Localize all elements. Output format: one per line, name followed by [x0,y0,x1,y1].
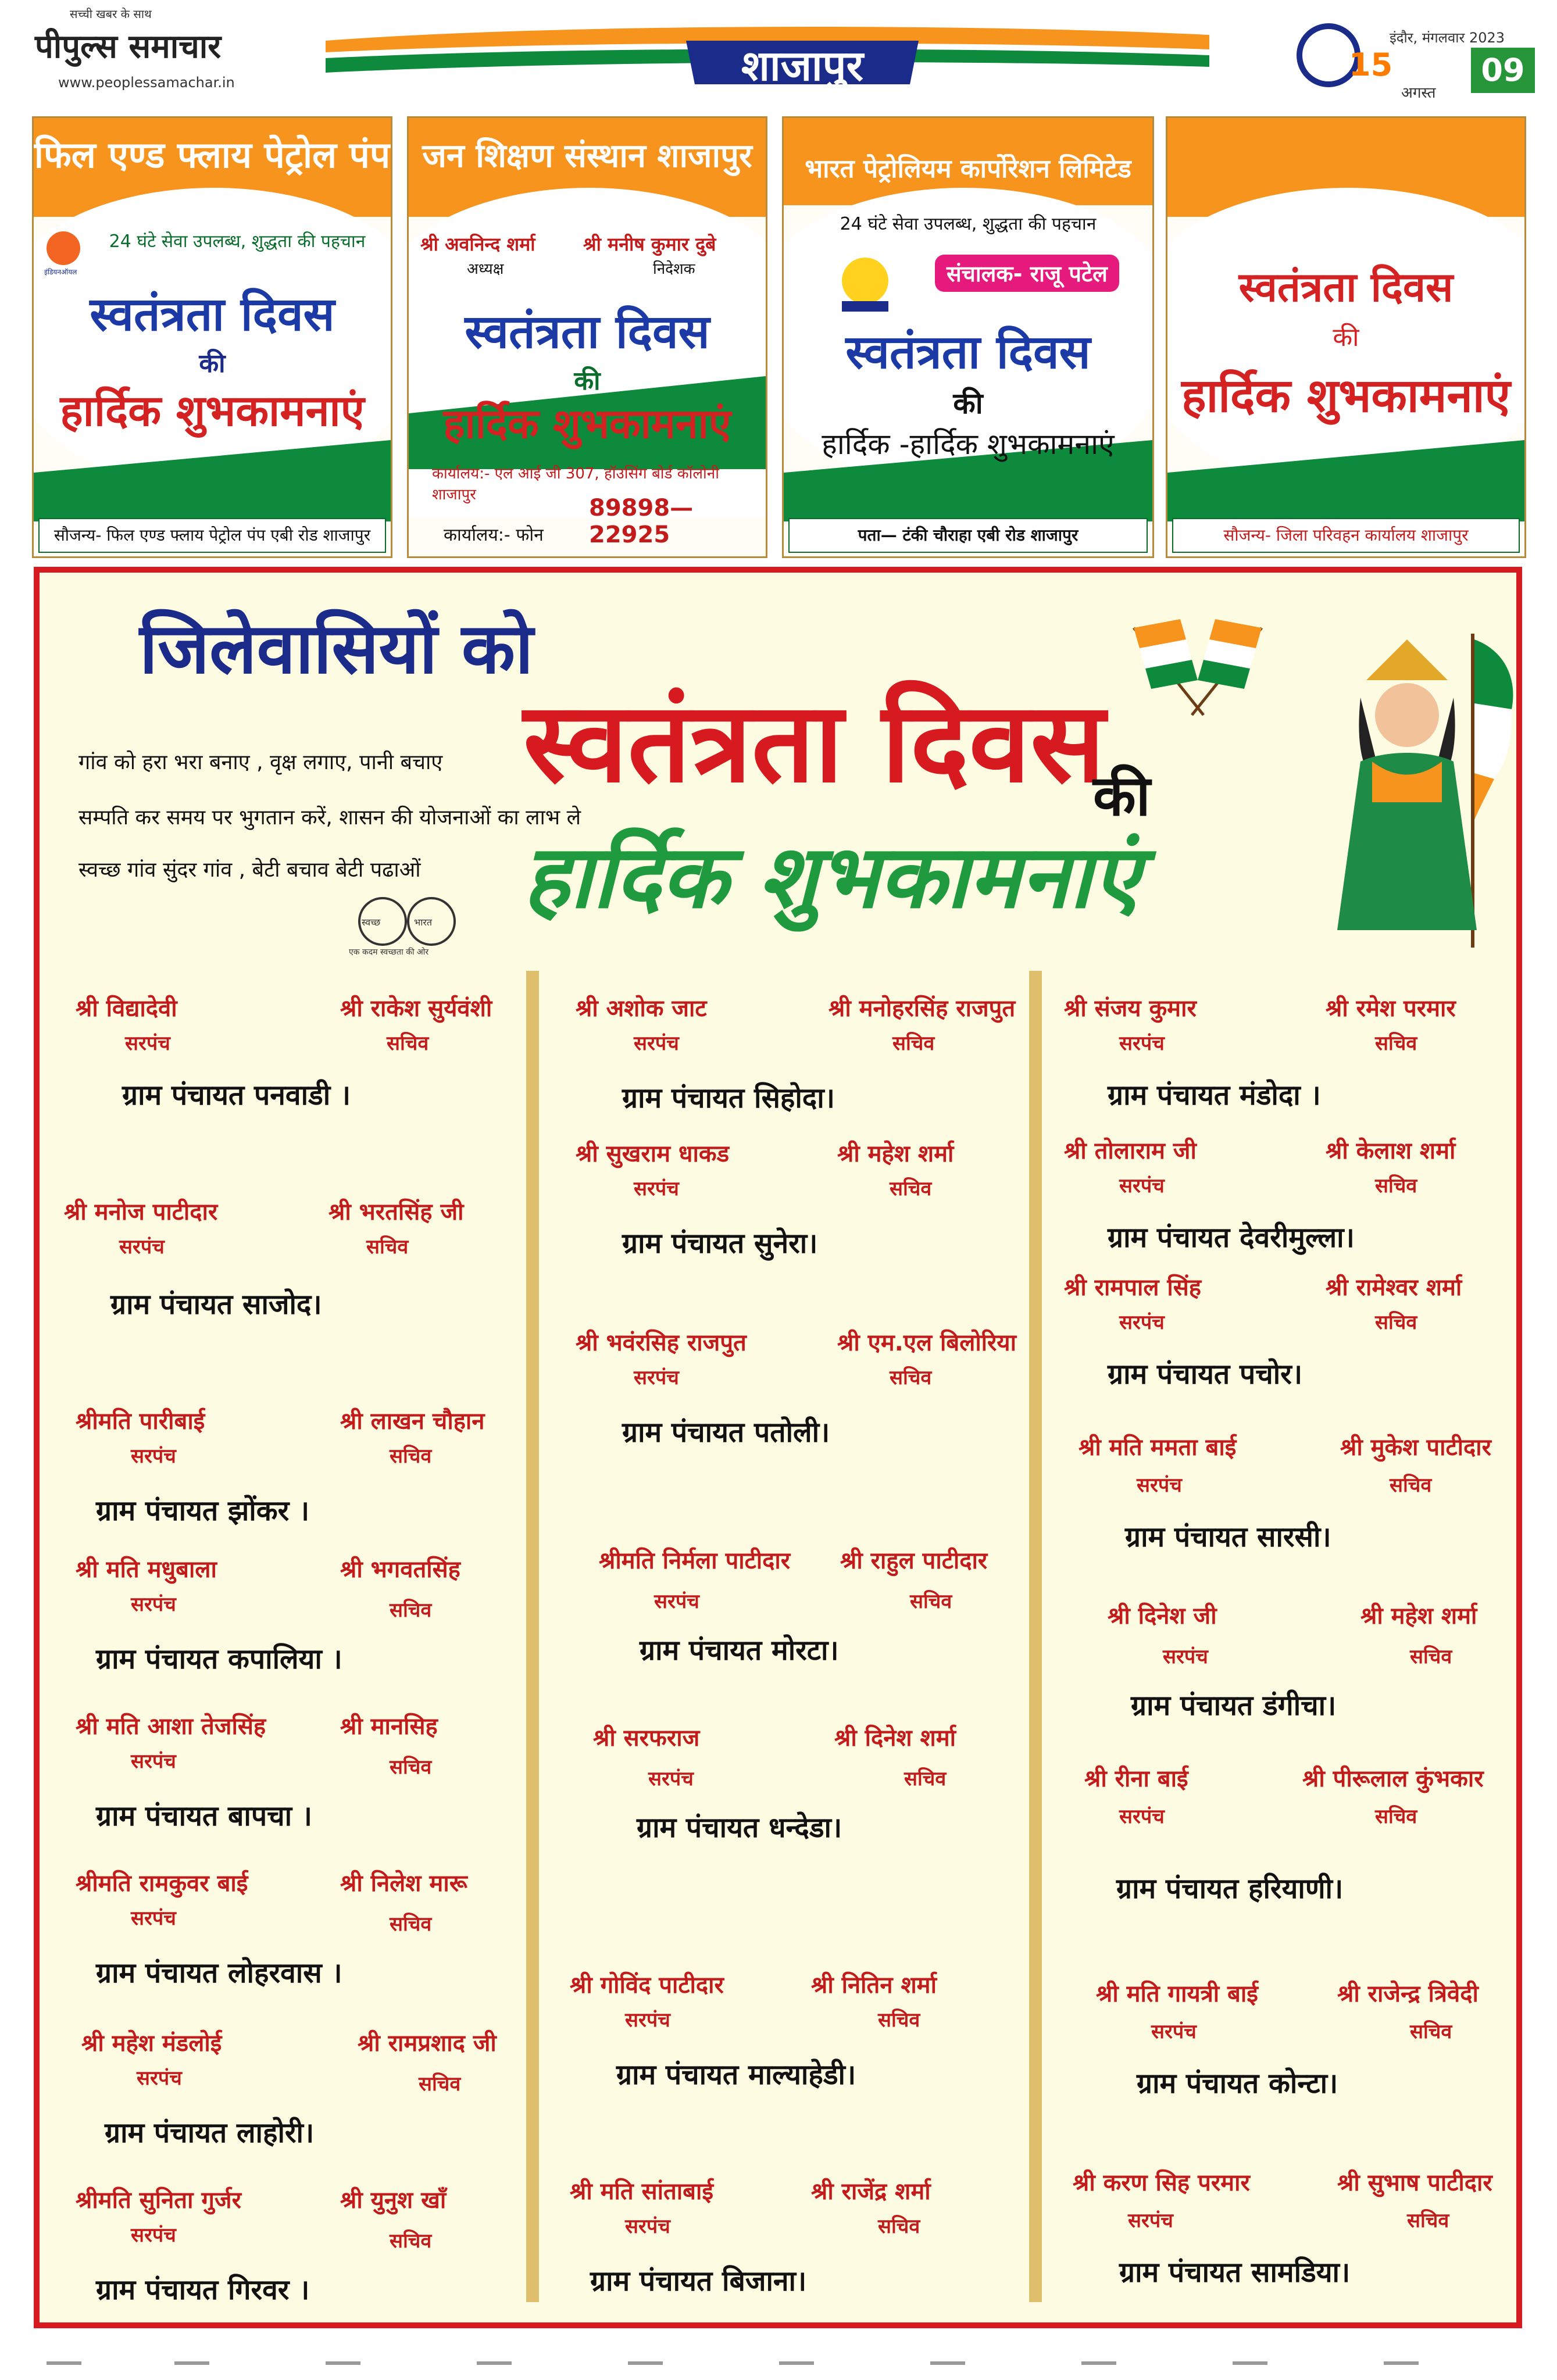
sarpanch-name: श्री मति सांताबाई [570,2178,714,2205]
sachiv-name: श्री राहुल पाटीदार [840,1548,988,1574]
gram-panchayat-name: ग्राम पंचायत पतोली। [622,1416,830,1449]
panchayat-entry [570,1968,1047,2091]
sarpanch-name: श्रीमति रामकुवर बाई [76,1870,248,1897]
panchayat-entry [1064,1134,1541,1254]
sachiv-name: श्री मानसिह [340,1713,438,1740]
ad-footer: सौजन्य- फिल एण्ड फ्लाय पेट्रोल पंप एबी रोड शाजापुर [38,518,386,553]
sarpanch-role: सरपंच [634,1177,679,1200]
gram-panchayat-name: ग्राम पंचायत माल्याहेडी। [616,2059,856,2091]
gram-panchayat-name: ग्राम पंचायत सारसी। [1125,1521,1331,1553]
person-1-name: श्री अवनिन्द शर्मा [420,233,535,255]
sachiv-name: श्री रामप्रशाद जी [358,2030,497,2057]
ad-heading: फिल एण्ड फ्लाय पेट्रोल पंप [34,134,391,176]
slogan-line-3: स्वच्छ गांव सुंदर गांव , बेटी बचाव बेटी पढाओं [78,858,421,882]
ad-wish: हार्दिक शुभकामनाएं [1181,369,1510,423]
ad-title: स्वतंत्रता दिवस [1238,263,1454,311]
sachiv-name: श्री मनोहरसिंह राजपुत [829,995,1016,1022]
page-header [0,0,1557,105]
sachiv-role: सचिव [910,1590,952,1613]
sachiv-role: सचिव [366,1235,409,1259]
sarpanch-role: सरपंच [1151,2020,1197,2043]
sarpanch-role: सरपंच [131,2224,176,2247]
panchayat-entry [576,1325,1052,1449]
gram-panchayat-name: ग्राम पंचायत डंगीचा। [1131,1689,1337,1722]
sarpanch-role: सरपंच [131,1593,176,1616]
sachiv-role: सचिव [1410,1645,1452,1668]
gram-panchayat-name: ग्राम पंचायत कोन्टा। [1137,2067,1338,2100]
sarpanch-role: सरपंच [625,2009,670,2032]
sachiv-role: सचिव [390,1756,432,1779]
panchayat-entry [1079,1430,1555,1553]
sachiv-name: श्री भगवतसिंह [340,1556,460,1583]
panchayat-entry [1084,1761,1557,1905]
sarpanch-name: श्री मति ममता बाई [1079,1434,1237,1461]
sarpanch-role: सरपंच [648,1767,694,1791]
sarpanch-name: श्री रामपाल सिंह [1064,1274,1202,1301]
sarpanch-name: श्री करण सिह परमार [1073,2170,1250,2196]
ad-wish: हार्दिक शुभकामनाएं [60,386,365,436]
gram-panchayat-name: ग्राम पंचायत साजोद। [110,1288,322,1321]
sachiv-name: श्री युनुश खॉं [340,2187,447,2214]
panchayat-entry [1108,1599,1557,1722]
sachiv-role: सचिव [419,2072,461,2096]
sarpanch-role: सरपंच [119,1235,165,1259]
gram-panchayat-name: ग्राम पंचायत गिरवर । [96,2274,310,2306]
panchayat-entry [76,2183,552,2306]
hearty-wishes: हार्दिक शुभकामनाएं [523,827,1140,928]
ad-footer: पता— टंकी चौराहा एबी रोड शाजापुर [788,518,1148,553]
gram-panchayat-name: ग्राम पंचायत पचोर। [1108,1358,1303,1391]
sarpanch-role: सरपंच [1119,1032,1165,1055]
sachiv-name: श्री निलेश मारू [340,1870,467,1897]
panchayat-entry [1096,1977,1557,2100]
sarpanch-name: श्री तोलाराम जी [1064,1138,1197,1164]
bharat-mata-illustration [1297,628,1517,953]
panchayat-entry [1073,2165,1549,2289]
panchayat-entry [576,991,1052,1114]
sarpanch-role: सरपंच [1119,1805,1165,1828]
panchayat-entry [64,1195,541,1321]
sachiv-name: श्री राजेन्द्र त्रिवेदी [1337,1981,1479,2007]
ad-phone[interactable]: 89898—22925 [589,495,694,548]
panchayat-entry [81,2026,558,2149]
sachiv-name: श्री सुभाष पाटीदार [1337,2170,1492,2196]
sachiv-role: सचिव [1390,1474,1432,1497]
district-greeting: जिलेवासियों को [140,609,534,689]
ad-title: स्वतंत्रता दिवस [465,305,710,359]
sarpanch-role: सरपंच [625,2215,670,2238]
gram-panchayat-name: ग्राम पंचायत देवरीमुल्ला। [1108,1221,1355,1254]
gram-panchayat-name: ग्राम पंचायत सिहोदा। [622,1082,835,1114]
sarpanch-name: श्री मति मधुबाला [76,1556,217,1583]
sarpanch-name: श्री विद्यादेवी [76,995,177,1022]
panchayat-entry [1064,991,1541,1112]
panchayat-entry [76,991,552,1112]
slogan-line-1: गांव को हरा भरा बनाए , वृक्ष लगाए, पानी बचाए [78,751,443,774]
masthead-logo: पीपुल्स समाचार [35,28,222,66]
sarpanch-role: सरपंच [137,2067,182,2090]
sarpanch-name: श्री संजय कुमार [1064,995,1197,1022]
panchayat-entry [76,1866,552,1989]
sarpanch-role: सरपंच [131,1750,176,1773]
sachiv-role: सचिव [1375,1032,1417,1055]
sachiv-role: सचिव [1375,1805,1417,1828]
person-2-role: निदेशक [653,260,695,278]
crossed-flags-icon [1116,616,1279,721]
ad-bharat-petroleum [782,116,1154,558]
sachiv-role: सचिव [904,1767,947,1791]
ad-title: स्वतंत्रता दिवस [845,325,1091,379]
person-1-role: अध्यक्ष [467,260,504,278]
bharat-petroleum-logo-icon [824,249,906,319]
sachiv-name: श्री भरतसिंह जी [328,1199,464,1225]
ki-word: की [1093,763,1151,828]
edition-month: अगस्त [1401,84,1436,102]
sachiv-name: श्री रामेश्वर शर्मा [1326,1274,1462,1301]
swachh-left-label: स्वच्छ [362,917,381,928]
ad-jan-shikshan-sansthan [407,116,767,558]
edition-day: 15 [1349,47,1393,83]
panchayat-entry [576,1137,1052,1260]
ad-district-transport-office [1166,116,1526,558]
independence-day-title: स्वतंत्रता दिवस [523,678,1105,807]
sachiv-name: श्री लाखन चौहान [340,1408,485,1435]
sarpanch-name: श्री मनोज पाटीदार [64,1199,218,1225]
swachh-right-label: भारत [414,917,433,928]
sachiv-role: सचिव [390,2229,432,2253]
sarpanch-name: श्रीमति पारीबाई [76,1408,205,1435]
sarpanch-name: श्रीमति निर्मला पाटीदार [599,1548,791,1574]
gram-panchayat-name: ग्राम पंचायत झोंकर । [96,1495,310,1527]
gram-panchayat-name: ग्राम पंचायत सुनेरा। [622,1227,818,1260]
sachiv-name: श्री राजेंद्र शर्मा [811,2178,931,2205]
slogan-line-2: सम्पति कर समय पर भुगतान करें, शासन की योजनाओं का लाभ ले [78,806,581,830]
panchayat-entry [593,1721,1070,1844]
brand-label: इंडियनऑयल [44,268,77,276]
sachiv-role: सचिव [387,1032,429,1055]
ad-address: कार्यालय:- एल आई जी 307, हॉउसिंग बोर्ड कॉलोनी शाजापुर [432,465,719,503]
sarpanch-name: श्री मति आशा तेजसिंह [76,1713,266,1740]
ad-wish: हार्दिक शुभकामनाएं [443,400,731,448]
gram-panchayat-name: ग्राम पंचायत सामडिया। [1119,2256,1351,2289]
sarpanch-role: सरपंच [634,1366,679,1389]
sarpanch-role: सरपंच [634,1032,679,1055]
masthead-url[interactable]: www.peoplessamachar.in [58,74,235,91]
sarpanch-role: सरपंच [1128,2209,1173,2232]
sachiv-role: सचिव [892,1032,935,1055]
sarpanch-role: सरपंच [131,1445,176,1468]
sarpanch-role: सरपंच [131,1907,176,1930]
sachiv-name: श्री नितिन शर्मा [811,1972,937,1999]
sachiv-name: श्री महेश शर्मा [837,1141,954,1167]
gram-panchayat-name: ग्राम पंचायत लोहरवास । [96,1957,342,1989]
sachiv-role: सचिव [1407,2209,1449,2232]
ad-footer: सौजन्य- जिला परिवहन कार्यालय शाजापुर [1172,518,1520,553]
sarpanch-name: श्री सुखराम धाकड [576,1141,730,1167]
edition-date-line: इंदौर, मंगलवार 2023 [1390,30,1505,46]
sarpanch-name: श्री भवंरसिह राजपुत [576,1330,747,1356]
sachiv-name: श्री एम.एल बिलोरिया [837,1330,1016,1356]
sachiv-name: श्री दिनेश शर्मा [834,1725,956,1752]
panchayat-entry [76,1404,552,1527]
ad-service-line: 24 घंटे सेवा उपलब्ध, शुद्धता की पहचान [840,214,1097,234]
page-number: 09 [1471,48,1535,93]
sachiv-name: श्री मुकेश पाटीदार [1340,1434,1491,1461]
panchayat-entry [1064,1270,1541,1391]
sarpanch-name: श्री रीना बाई [1084,1766,1188,1792]
ad-heading: जन शिक्षण संस्थान शाजापुर [422,137,752,175]
city-name: शाजापुर [741,41,864,90]
sachiv-name: श्री पीरूलाल कुंभकार [1302,1766,1484,1792]
sachiv-name: श्री महेश शर्मा [1360,1603,1477,1629]
ad-ki: की [574,366,601,396]
sarpanch-role: सरपंच [1119,1311,1165,1334]
gram-panchayat-name: ग्राम पंचायत मोरटा। [640,1634,839,1667]
sachiv-role: सचिव [1410,2020,1452,2043]
ad-phone-label: कार्यालय:- फोन [444,525,544,545]
panchayat-entry [570,2174,1047,2297]
gram-panchayat-name: ग्राम पंचायत कपालिया । [96,1643,342,1675]
ad-title: स्वतंत्रता दिवस [90,287,335,341]
swachh-caption: एक कदम स्वच्छता की ओर [349,948,429,957]
gram-panchayat-name: ग्राम पंचायत बापचा । [96,1800,312,1832]
person-2-name: श्री मनीष कुमार दुबे [583,233,716,255]
panchayat-entry [599,1543,1076,1667]
ad-ki: की [199,349,226,378]
sarpanch-role: सरपंच [125,1032,170,1055]
sachiv-role: सचिव [890,1366,932,1389]
ad-director-wrap [935,255,1119,292]
sarpanch-role: सरपंच [654,1590,699,1613]
sachiv-name: श्री केलाश शर्मा [1326,1138,1456,1164]
ad-ki: की [1333,323,1359,352]
sarpanch-role: सरपंच [1137,1474,1182,1497]
sarpanch-name: श्री अशोक जाट [576,995,707,1022]
sachiv-role: सचिव [878,2009,920,2032]
sachiv-role: सचिव [1375,1174,1417,1198]
sachiv-role: सचिव [390,1445,432,1468]
sachiv-role: सचिव [878,2215,920,2238]
masthead-tagline: सच्ची खबर के साथ [70,7,152,21]
ad-ki: की [953,387,983,420]
sarpanch-name: श्री सरफराज [593,1725,700,1752]
sarpanch-name: श्रीमति सुनिता गुर्जर [76,2187,241,2214]
panchayat-entry [76,1552,552,1675]
panchayat-entry [76,1709,552,1832]
sachiv-role: सचिव [390,1599,432,1622]
gram-panchayat-name: ग्राम पंचायत पनवाडी । [122,1079,351,1112]
sarpanch-role: सरपंच [1119,1174,1165,1198]
gram-panchayat-name: ग्राम पंचायत हरियाणी। [1116,1872,1344,1905]
sarpanch-name: श्री महेश मंडलोई [81,2030,222,2057]
sachiv-name: श्री रमेश परमार [1326,995,1456,1022]
sarpanch-name: श्री मति गायत्री बाई [1096,1981,1258,2007]
sarpanch-name: श्री गोविंद पाटीदार [570,1972,724,1999]
ad-fill-and-fly-petrol-pump [32,116,392,558]
sachiv-role: सचिव [390,1913,432,1936]
sachiv-name: श्री राकेश सुर्यवंशी [340,995,492,1022]
sarpanch-name: श्री दिनेश जी [1108,1603,1217,1629]
ad-service-line: 24 घंटे सेवा उपलब्ध, शुद्धता की पहचान [109,231,366,252]
ad-wish: हार्दिक -हार्दिक शुभकामनाएं [822,427,1115,461]
gram-panchayat-name: ग्राम पंचायत लाहोरी। [105,2117,315,2149]
ad-director: संचालक- राजू पटेल [935,255,1119,292]
sarpanch-role: सरपंच [1163,1645,1208,1668]
ad-heading: भारत पेट्रोलियम कार्पोरेशन लिमिटेड [805,154,1131,184]
print-registration-marks [0,2354,1557,2372]
sachiv-role: सचिव [890,1177,932,1200]
indianoil-logo-icon [47,231,80,265]
gram-panchayat-name: ग्राम पंचायत बिजाना। [590,2265,807,2297]
sachiv-role: सचिव [1375,1311,1417,1334]
gram-panchayat-name: ग्राम पंचायत मंडोदा । [1108,1079,1321,1112]
gram-panchayat-name: ग्राम पंचायत धन्देडा। [637,1811,842,1844]
